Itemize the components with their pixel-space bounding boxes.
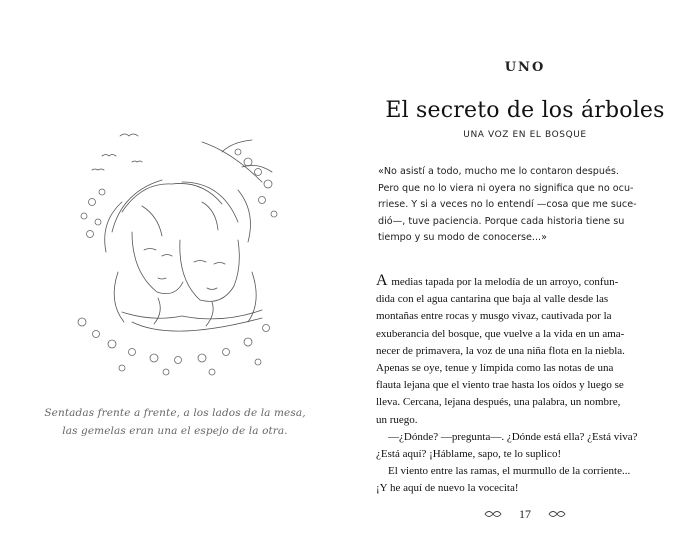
quote-line: «No asistí a todo, mucho me lo contaron después. <box>378 166 619 177</box>
chapter-number: UNO <box>504 60 546 75</box>
twin-girls-illustration <box>62 122 288 384</box>
drop-cap: A <box>376 272 388 289</box>
body-line: ¡Y he aquí de nuevo la vocecita! <box>376 482 519 495</box>
body-line: montañas entre rocas y musgo vivaz, cautivada por la <box>376 310 612 323</box>
body-line: dida con el agua cantarina que baja al valle desde las <box>376 293 609 306</box>
body-line: El viento entre las ramas, el murmullo de la corriente... <box>388 465 631 478</box>
quote-line: Pero que no lo viera ni oyera no significa que no ocu- <box>378 182 634 194</box>
body-line <box>376 272 676 291</box>
chapter-title: El secreto de los árboles <box>385 98 665 123</box>
quote-line: tiempo y su modo de conocerse...» <box>378 232 547 243</box>
body-line: exuberancia del bosque, que vuelve a la vida en un ama- <box>376 327 625 340</box>
leaf-ornament-left-icon <box>484 509 502 519</box>
body-line: ¿Está aquí? ¡Háblame, sapo, te lo suplico! <box>376 448 562 461</box>
body-line: —¿Dónde? —pregunta—. ¿Dónde está ella? ¿Está viva? <box>388 430 638 443</box>
body-line: necer de primavera, la voz de una niña flota en la niebla. <box>376 344 625 357</box>
page-number: 17 <box>519 506 531 521</box>
right-page <box>350 0 700 539</box>
illustration-caption-line-1: Sentadas frente a frente, a los lados de la mesa, <box>44 407 306 419</box>
quote-line: dió—, tuve paciencia. Porque cada historia tiene su <box>378 215 625 227</box>
leaf-ornament-right-icon <box>548 509 566 519</box>
body-line: Apenas se oye, tenue y límpida como las notas de una <box>376 362 614 375</box>
body-line: flauta lejana que el viento trae hasta los oídos y luego se <box>376 379 624 392</box>
illustration-caption-line-2: las gemelas eran una el espejo de la otra. <box>62 425 288 437</box>
body-line-text: medias tapada por la melodía de un arroyo, confun- <box>391 276 619 288</box>
page-footer <box>350 506 700 522</box>
quote-line: rriese. Y si a veces no lo entendí —cosa que me suce- <box>378 199 637 210</box>
body-text <box>376 272 676 498</box>
body-line: lleva. Cercana, lejana después, una palabra, un nombre, <box>376 396 621 409</box>
body-line: un ruego. <box>376 413 418 426</box>
chapter-subtitle: UNA VOZ EN EL BOSQUE <box>463 130 587 140</box>
epigraph-quote <box>378 164 668 247</box>
